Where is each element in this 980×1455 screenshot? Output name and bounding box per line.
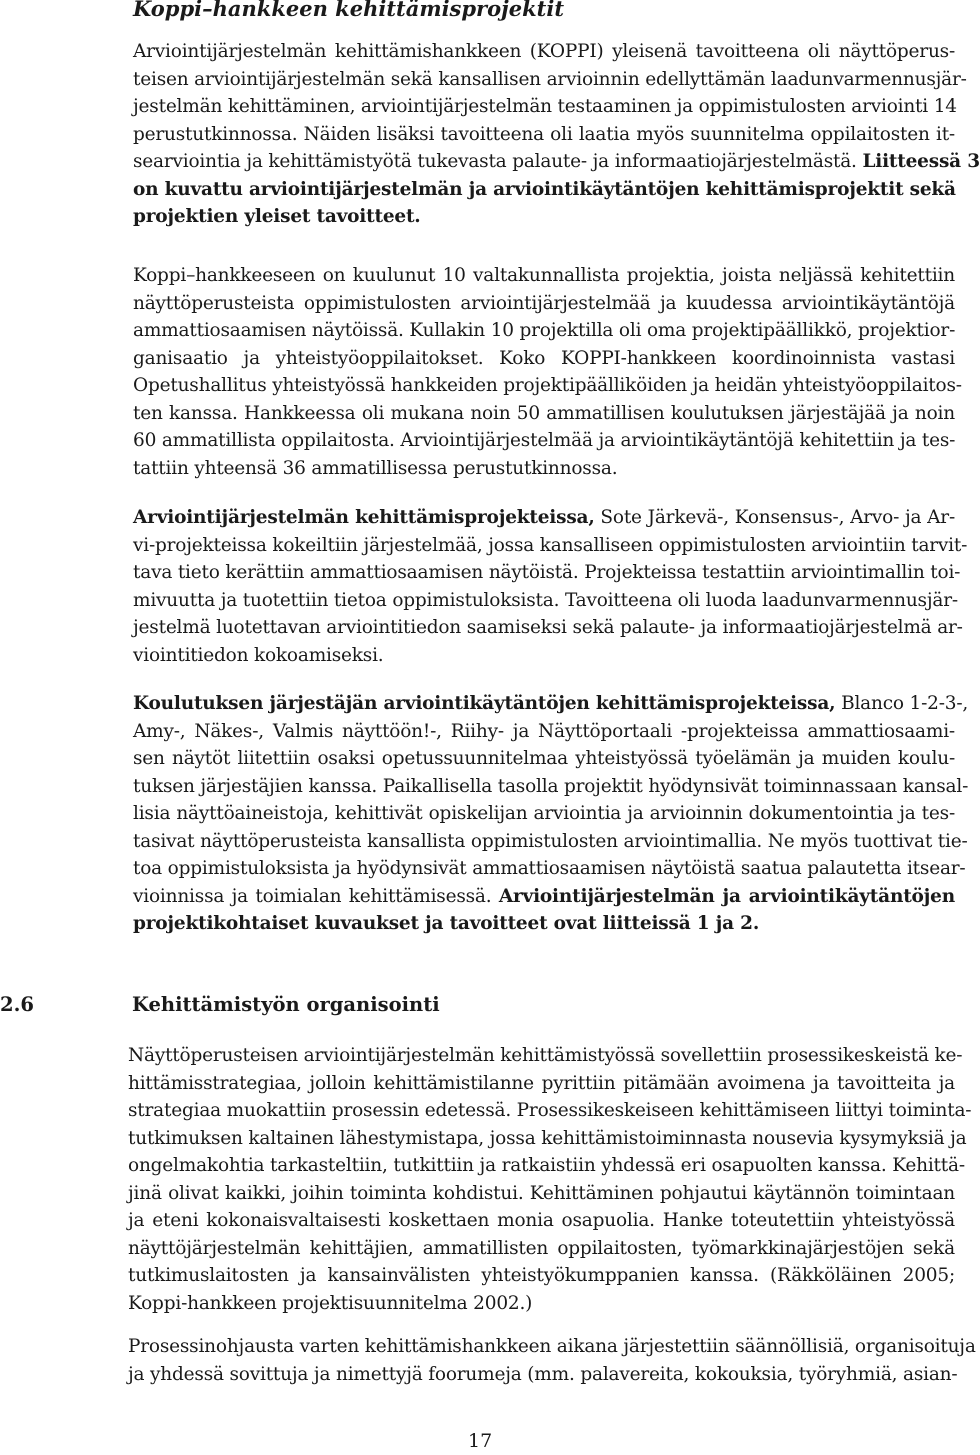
section-title: Kehittämistyön organisointi [132,993,440,1016]
text-line: Koppi–hankkeeseen on kuulunut 10 valtakunnallista projektia, joista neljässä kehitettiin [133,265,955,286]
text-line: 60 ammatillista oppilaitosta. Arviointijärjestelmää ja arviointikäytäntöjä kehitettiin ja tes- [133,430,956,451]
bold-run: on kuvattu arviointijärjestelmän ja arviointikäytäntöjen kehittämisprojektit sekä [133,178,956,200]
text-line: Näyttöperusteisen arviointijärjestelmän kehittämistyössä sovellettiin prosessikeskeistä ke- [128,1045,963,1066]
text-line: ja eteni kokonaisvaltaisesti koskettaen monia osapuolia. Hanke toteutettiin yhteistyössä [128,1210,955,1231]
text-run: Sote Järkevä-, Konsensus-, Arvo- ja Ar- [594,507,955,528]
paragraph-assessment-system-projects [133,504,968,669]
text-line: mivuutta ja tuotettiin tietoa oppimistuloksista. Tavoitteena oli luoda laadunvarmennusjär- [133,589,958,611]
text-line: ganisaatio ja yhteistyöoppilaitokset. Koko KOPPI-hankkeen koordinoinnista vastasi [133,347,955,369]
text-run: Blanco 1-2-3-, [835,693,969,714]
text-line: Prosessinohjausta varten kehittämishankkeen aikana järjestettiin säännöllisiä, organisoituja [128,1336,976,1357]
text-line: tava tieto kerättiin ammattiosaamisen näytöistä. Projekteissa testattiin arviointimallin toi- [133,562,961,583]
text-line: ja yhdessä sovittuja ja nimettyjä foorumeja (mm. palavereita, kokouksia, työryhmiä, asian- [128,1363,958,1385]
text-line: jinä olivat kaikki, joihin toiminta kohdistui. Kehittäminen pohjautui käytännön toimintaan [128,1182,955,1204]
text-line: toa oppimistuloksista ja hyödynsivät ammattiosaamisen näytöistä saatua palautetta itsear- [133,858,966,879]
text-run: searviointia ja kehittämistyötä tukevasta palaute- ja informaatiojärjestelmästä. [133,151,857,172]
text-line-mixed [133,883,955,911]
text-line: perustutkinnossa. Näiden lisäksi tavoitteena oli laatia myös suunnitelma oppilaitosten it- [133,123,955,145]
text-line: tasivat näyttöperusteista kansallista oppimistulosten arviointimallia. Ne myös tuottivat tie- [133,830,968,852]
text-line: tattiin yhteensä 36 ammatillisessa perustutkinnossa. [133,457,618,479]
text-line: tutkimuslaitosten ja kansainvälisten yhteistyökumppanien kanssa. (Räkköläinen 2005; [128,1265,955,1286]
text-line: hittämisstrategiaa, jolloin kehittämistilanne pyrittiin pitämään avoimena ja tavoitteita ja [128,1072,955,1094]
text-line: teisen arviointijärjestelmän sekä kansallisen arvioinnin edellyttämän laadunvarmennusjär- [133,68,967,90]
text-line: Arviointijärjestelmän kehittämishankkeen (KOPPI) yleisenä tavoitteena oli näyttöperus- [133,41,955,62]
paragraph-projects-overview [133,262,962,482]
bold-run: projektikohtaiset kuvaukset ja tavoitteet ovat liitteissä 1 ja 2. [133,913,760,934]
paragraph-koppi-goals [133,38,980,231]
paragraph-process-steering [128,1333,976,1388]
text-line-mixed [133,690,969,718]
bold-run: Arviointijärjestelmän ja arviointikäytäntöjen [498,885,955,907]
text-line: ten kanssa. Hankkeessa oli mukana noin 50 ammatillisen koulutuksen järjestäjää ja noin [133,402,955,424]
heading-koppi-projects: Koppi–hankkeen kehittämisprojektit [133,0,565,21]
bold-run: Koulutuksen järjestäjän arviointikäytäntöjen kehittämisprojekteissa, [133,693,836,714]
text-line: jestelmä luotettavan arviointitiedon saamiseksi sekä palaute- ja informaatiojärjestelmä ar- [133,617,963,638]
text-line: Amy-, Näkes-, Valmis näyttöön!-, Riihy- ja Näyttöportaali -projekteissa ammattiosaami- [133,720,955,742]
bold-run: Liitteessä 3 [862,151,980,172]
bold-line [133,203,955,231]
bold-line [133,176,955,204]
text-line: strategiaa muokattiin prosessin edetessä. Prosessikeskeiseen kehittämiseen liittyi toiminta- [128,1100,972,1121]
text-line-mixed [133,504,955,532]
text-line: tutkimuksen kaltainen lähestymistapa, jossa kehittämistoiminnasta nousevia kysymyksiä ja [128,1127,967,1149]
text-line: Opetushallitus yhteistyössä hankkeiden projektipäälliköiden ja heidän yhteistyöoppilaitos- [133,375,962,396]
text-line: näyttöjärjestelmän kehittäjien, ammatillisten oppilaitosten, työmarkkinajärjestöjen sekä [128,1237,955,1259]
bold-line [133,910,955,938]
paragraph-assessment-practice-projects [133,690,969,938]
text-line: näyttöperusteista oppimistulosten arviointijärjestelmää ja kuudessa arviointikäytäntöjä [133,292,955,314]
bold-run: Arviointijärjestelmän kehittämisprojekteissa, [133,507,595,528]
text-line: sen näytöt liitettiin osaksi opetussuunnitelmaa yhteistyössä työelämän ja muiden koulu- [133,748,955,769]
text-line: ongelmakohtia tarkasteltiin, tutkittiin ja ratkaistiin yhdessä eri osapuolten kanssa. Kehittä- [128,1155,965,1176]
section-number: 2.6 [0,993,34,1016]
text-line: jestelmän kehittäminen, arviointijärjestelmän testaaminen ja oppimistulosten arviointi 14 [133,96,957,117]
text-line: ammattiosaamisen näytöissä. Kullakin 10 projektilla oli oma projektipäällikkö, projektior- [133,320,956,341]
page-number: 17 [468,1430,493,1452]
bold-run: projektien yleiset tavoitteet. [133,206,421,227]
text-line: viointitiedon kokoamiseksi. [133,644,384,666]
text-line: lisia näyttöaineistoja, kehittivät opiskelijan arviointia ja arvioinnin dokumentointia ja tes- [133,803,955,824]
text-line: tuksen järjestäjien kanssa. Paikallisella tasolla projektit hyödynsivät toiminnassaan kansal- [133,775,969,797]
text-line: vi-projekteissa kokeiltiin järjestelmää, jossa kansalliseen oppimistulosten arviointiin tarvit- [133,534,968,556]
text-line-mixed [133,148,980,176]
text-line: Koppi-hankkeen projektisuunnitelma 2002.) [128,1292,533,1314]
text-run: vioinnissa ja toimialan kehittämisessä. [133,885,499,907]
paragraph-development-organisation [128,1042,972,1317]
